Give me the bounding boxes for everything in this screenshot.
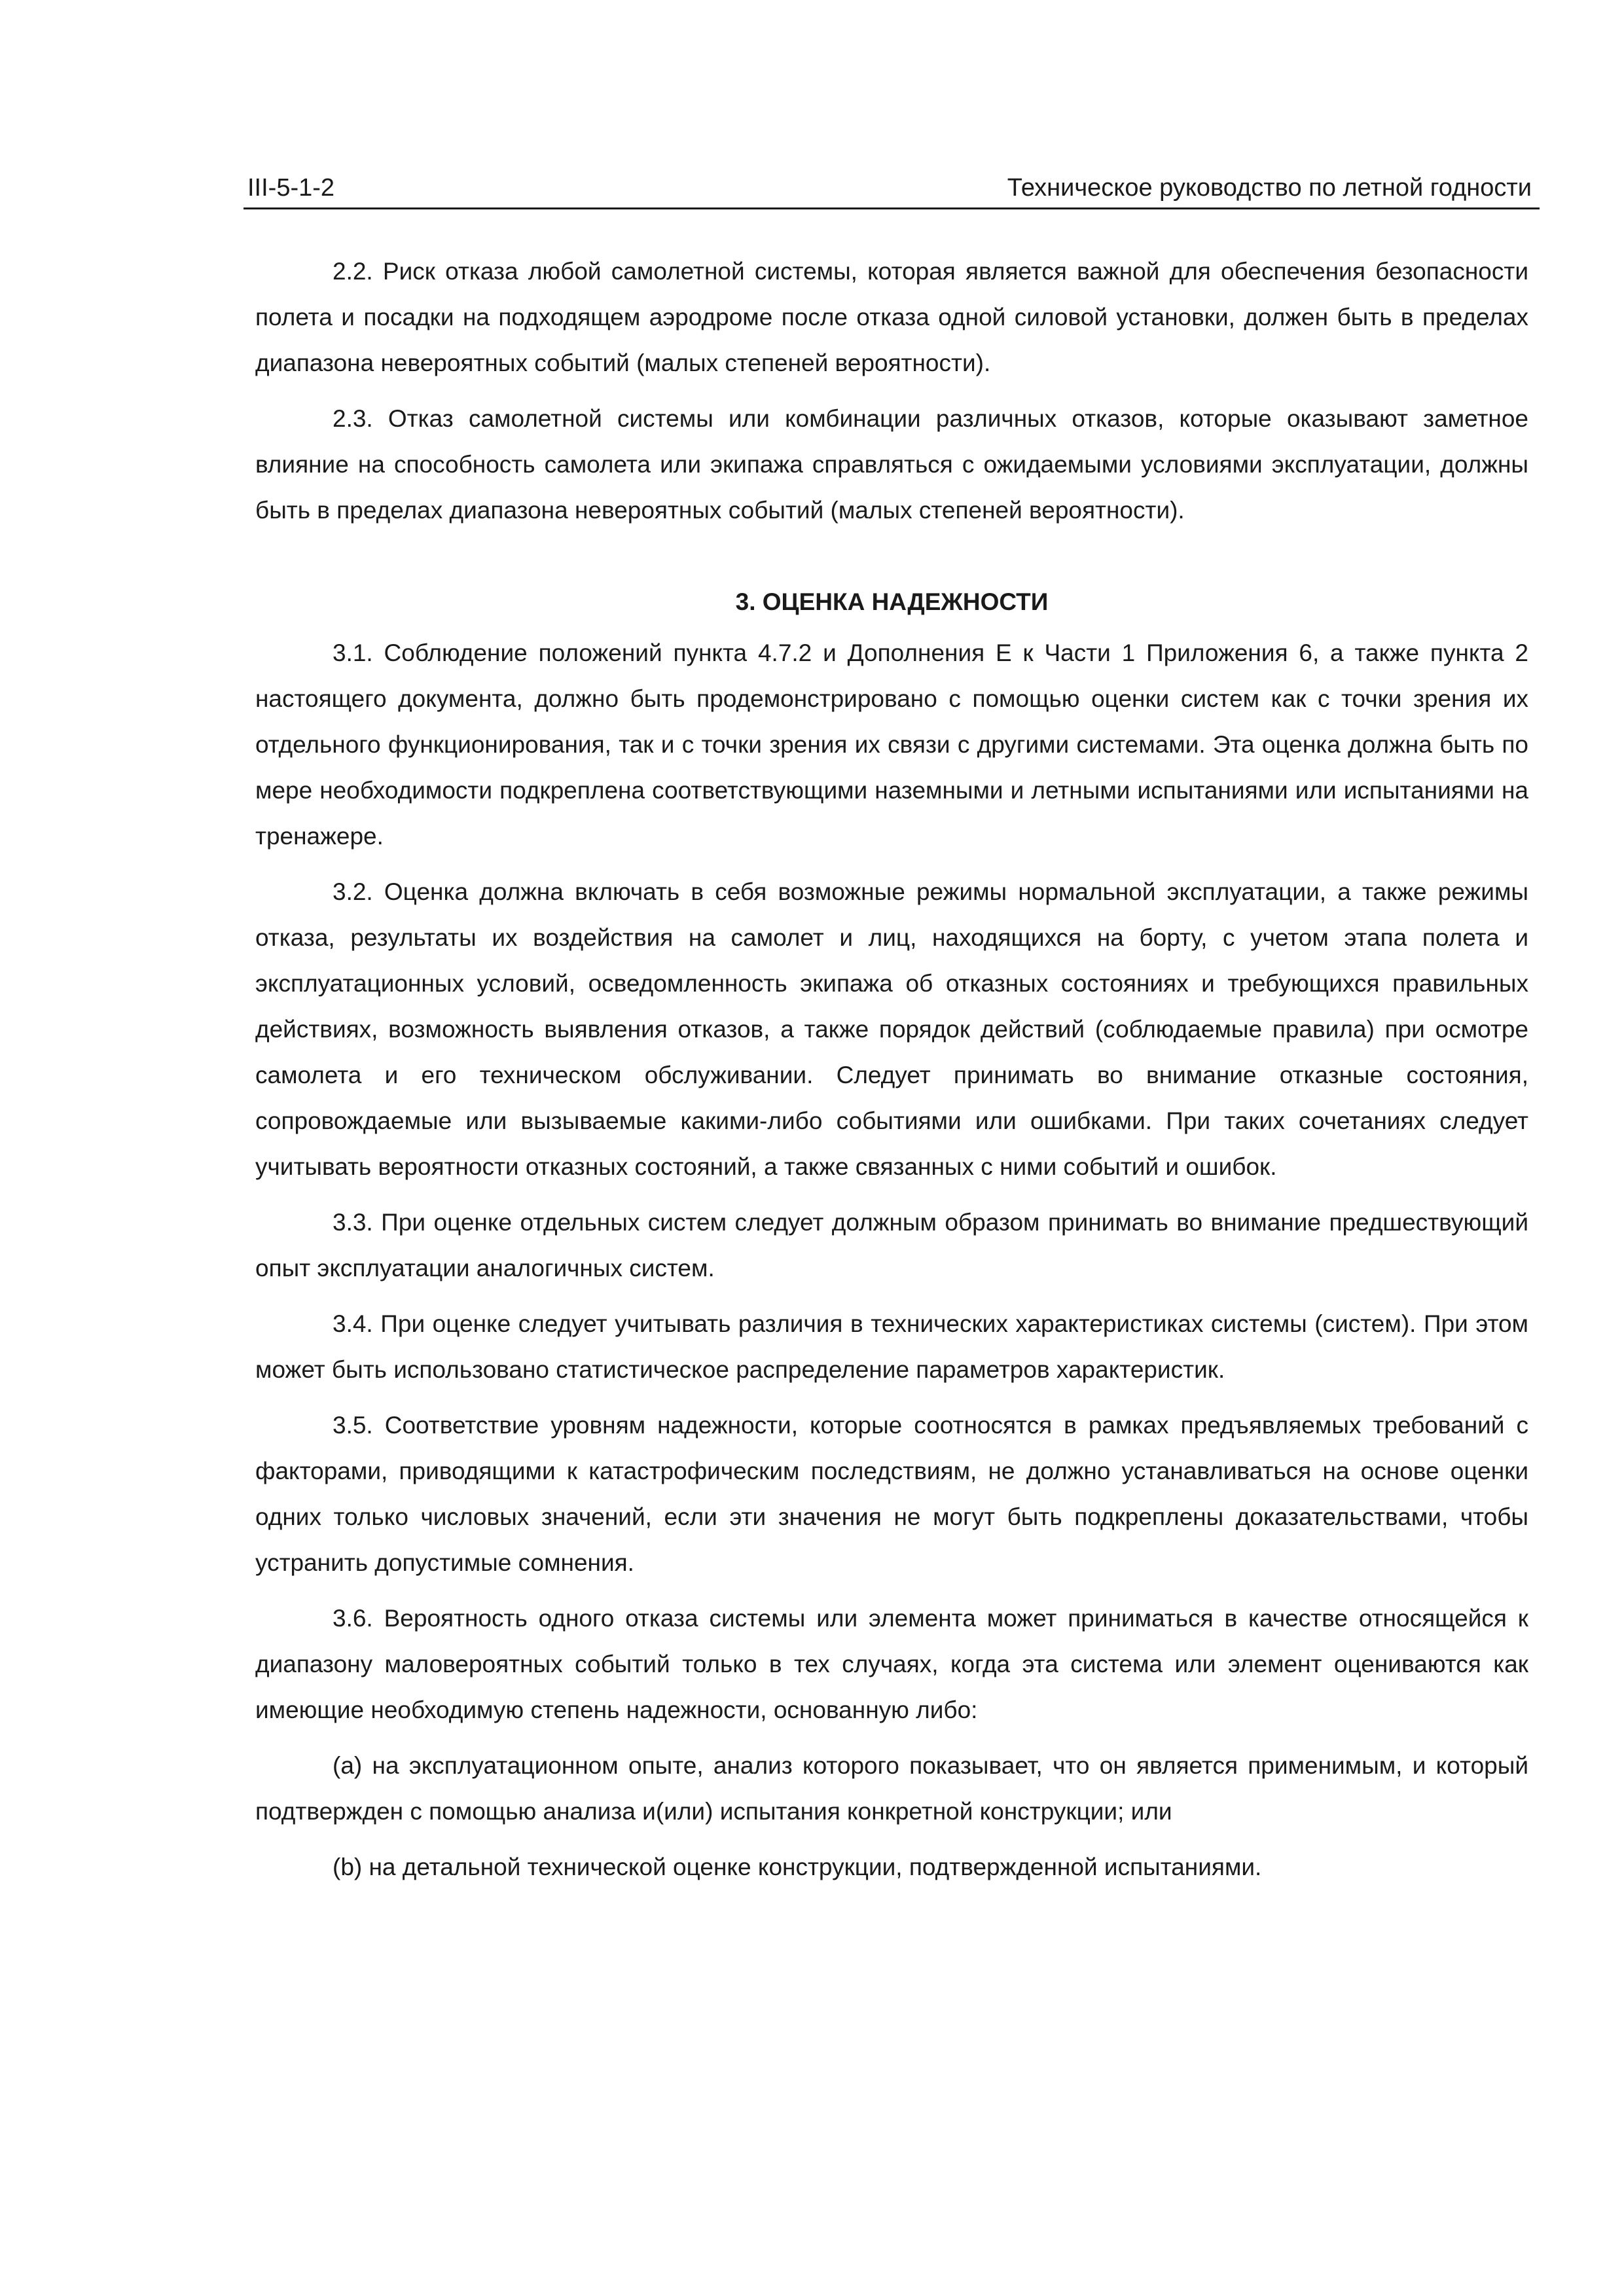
page-header	[247, 174, 1532, 211]
paragraph-3-2: 3.2. Оценка должна включать в себя возможные режимы нормальной эксплуатации, а также режимы отказа, результаты их воздействия на самолет и лиц, находящихся на борту, с учетом этапа полета и эксплуатационных условий, осведомленность экипажа об отказных состояниях и требующихся правильных действиях, возможность выявления отказов, а также порядок действий (соблюдаемые правила) при осмотре самолета и его техническом обслуживании. Следует принимать во внимание отказные состояния, сопровождаемые или вызываемые какими-либо событиями или ошибками. При таких сочетаниях следует учитывать вероятности отказных состояний, а также связанных с ними событий и ошибок.	[255, 878, 1528, 1180]
document-title: Техническое руководство по летной годности	[1007, 174, 1532, 202]
header-divider	[244, 207, 1540, 209]
paragraph-3-6: 3.6. Вероятность одного отказа системы или элемента может приниматься в качестве относящейся к диапазону маловероятных событий только в тех случаях, когда эта система или элемент оцениваются как имеющие необходимую степень надежности, основанную либо:	[255, 1605, 1528, 1723]
paragraph-3-5: 3.5. Соответствие уровням надежности, которые соотносятся в рамках предъявляемых требований с факторами, приводящими к катастрофическим последствиям, не должно устанавливаться на основе оценки одних только числовых значений, если эти значения не могут быть подкреплены доказательствами, чтобы устранить допустимые сомнения.	[255, 1412, 1528, 1576]
paragraph-3-1: 3.1. Соблюдение положений пункта 4.7.2 и Дополнения E к Части 1 Приложения 6, а также пункта 2 настоящего документа, должно быть продемонстрировано с помощью оценки систем как с точки зрения их отдельного функционирования, так и с точки зрения их связи с другими системами. Эта оценка должна быть по мере необходимости подкреплена соответствующими наземными и летными испытаниями или испытаниями на тренажере.	[255, 639, 1528, 850]
document-body	[255, 249, 1528, 1900]
page-number: III-5-1-2	[247, 174, 335, 202]
paragraph-3-3: 3.3. При оценке отдельных систем следует должным образом принимать во внимание предшествующий опыт эксплуатации аналогичных систем.	[255, 1209, 1528, 1282]
list-item-b: (b) на детальной технической оценке конструкции, подтвержденной испытаниями.	[333, 1854, 1262, 1880]
list-item-a: (a) на эксплуатационном опыте, анализ которого показывает, что он является применимым, и который подтвержден с помощью анализа и(или) испытания конкретной конструкции; или	[255, 1752, 1528, 1825]
section-heading: 3. ОЦЕНКА НАДЕЖНОСТИ	[735, 588, 1049, 615]
paragraph-3-4: 3.4. При оценке следует учитывать различия в технических характеристиках системы (систем). При этом может быть использовано статистическое распределение параметров характеристик.	[255, 1310, 1528, 1383]
paragraph-2-3: 2.3. Отказ самолетной системы или комбинации различных отказов, которые оказывают заметное влияние на способность самолета или экипажа справляться с ожидаемыми условиями эксплуатации, должны быть в пределах диапазона невероятных событий (малых степеней вероятности).	[255, 405, 1528, 524]
paragraph-2-2: 2.2. Риск отказа любой самолетной системы, которая является важной для обеспечения безопасности полета и посадки на подходящем аэродроме после отказа одной силовой установки, должен быть в пределах диапазона невероятных событий (малых степеней вероятности).	[255, 258, 1528, 376]
